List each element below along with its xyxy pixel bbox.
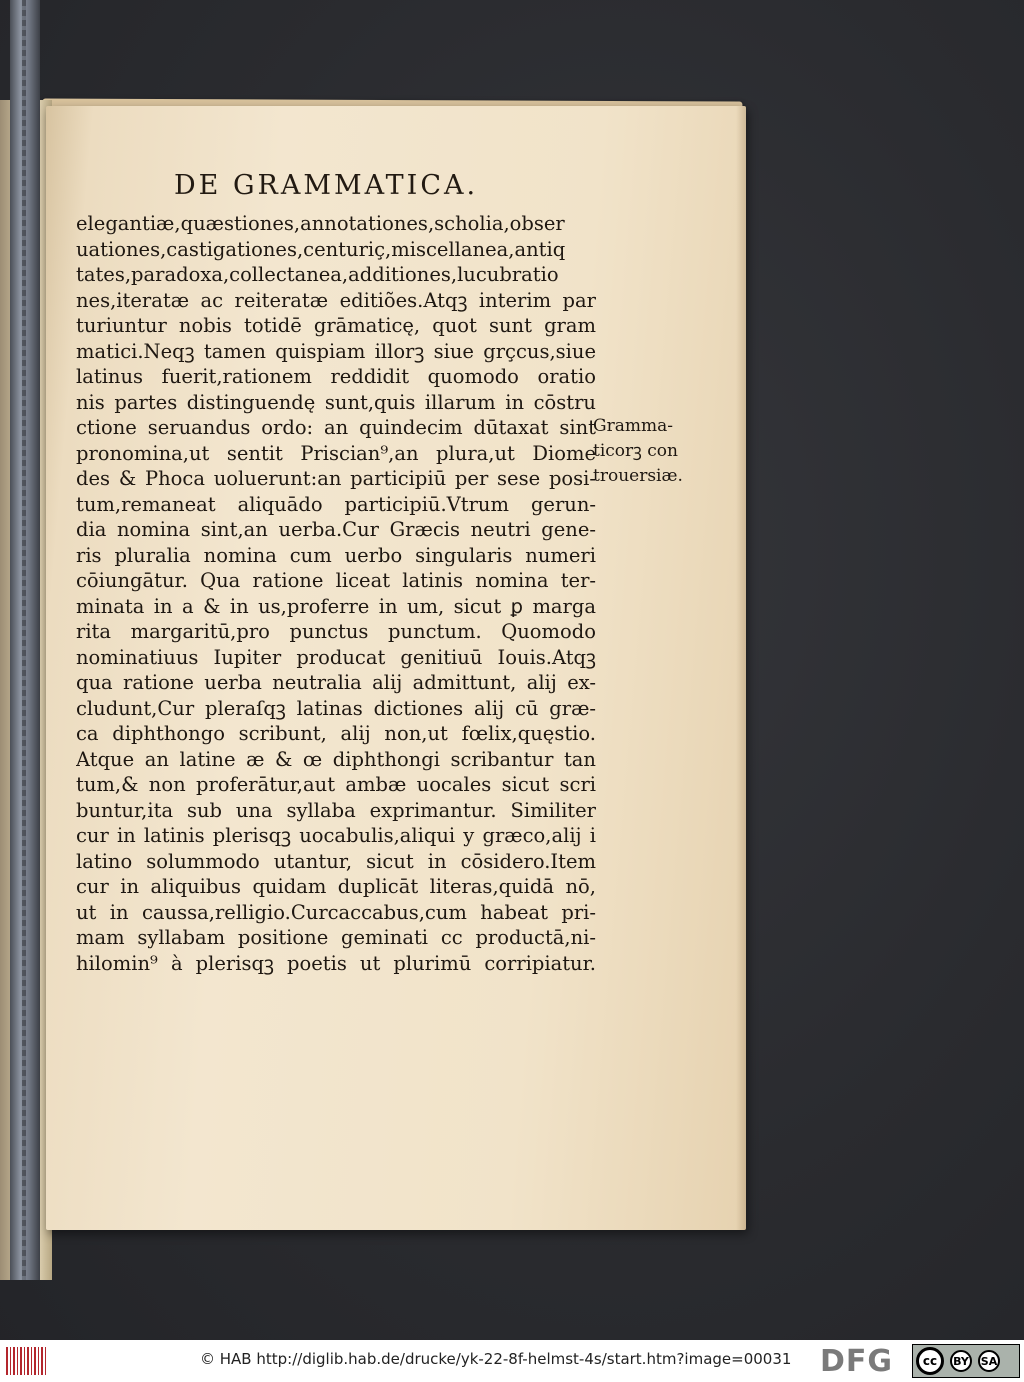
text-line: Atque an latine æ & œ diphthongi scribantur tan: [76, 747, 596, 771]
text-line: cur in aliquibus quidam duplicāt literas,quidā nō,: [76, 875, 596, 898]
text-line: tates,paradoxa,collectanea,additiones,lucubratio: [76, 263, 559, 286]
cc-license-badge[interactable]: [912, 1344, 1020, 1378]
text-line: elegantiæ,quæstiones,annotationes,scholia,obser: [76, 212, 565, 235]
text-line: minata in a & in us,proferre in um, sicut ꝑ marga: [76, 594, 596, 618]
book-spine-binding: [10, 0, 40, 1280]
copyright-link[interactable]: © HAB http://diglib.hab.de/drucke/yk-22-8f-helmst-4s/start.htm?image=00031: [200, 1350, 792, 1368]
text-line: tum,& non proferātur,aut ambæ uocales sicut scri: [76, 773, 596, 796]
running-head: DE GRAMMATICA.: [174, 170, 479, 201]
book-page: [46, 106, 746, 1230]
text-line: nis partes distinguendę sunt,quis illarum in cōstru: [76, 390, 596, 414]
text-line: ut in caussa,relligio.Curcaccabus,cum habeat pri-: [76, 900, 596, 924]
text-line: buntur,ita sub una syllaba exprimantur. Similiter: [76, 798, 596, 822]
text-line: turiuntur nobis totidē grāmaticę, quot sunt gram: [76, 314, 596, 337]
marginal-line: Gramma-: [593, 416, 673, 436]
text-line: mam syllabam positione geminati cc productā,ni-: [76, 926, 596, 949]
text-line: matici.Neqꝫ tamen quispiam illorꝫ siue grçcus,siue: [76, 339, 596, 363]
text-line: uationes,castigationes,centuriç,miscellanea,antiq: [76, 237, 566, 261]
body-text: [76, 211, 596, 976]
text-line: dia nomina sint,an uerba.Cur Græcis neutri gene-: [76, 518, 596, 541]
marginal-note: [593, 414, 683, 489]
library-barcode-icon: [6, 1347, 48, 1375]
footer-bar: [0, 1340, 1024, 1382]
text-line: hilomin⁹ à plerisqꝫ poetis ut plurimū corripiatur.: [76, 951, 596, 975]
text-line: cōiungātur. Qua ratione liceat latinis nomina ter-: [76, 569, 596, 592]
text-line: ris pluralia nomina cum uerbo singularis numeri: [76, 543, 596, 567]
text-line: rita margaritū,pro punctus punctum. Quomodo: [76, 620, 596, 643]
text-line: ca diphthongo scribunt, alij non,ut fœlix,quęstio.: [76, 722, 596, 745]
share-alike-icon: SA: [978, 1350, 1000, 1372]
text-line: nes,iteratæ ac reiteratæ editiões.Atqꝫ interim par: [76, 288, 596, 312]
marginal-line: ticorꝫ con: [593, 441, 678, 461]
text-line: nominatiuus Iupiter producat genitiuū Iouis.Atqꝫ: [76, 645, 596, 669]
marginal-line: trouersiæ.: [593, 466, 683, 486]
dfg-logo[interactable]: DFG: [820, 1344, 894, 1379]
cc-icon: cc: [916, 1347, 944, 1375]
text-line: ctione seruandus ordo: an quindecim dūtaxat sint: [76, 416, 596, 439]
text-line: des & Phoca uoluerunt:an participiū per sese posi-: [76, 467, 596, 490]
text-line: qua ratione uerba neutralia alij admittunt, alij ex-: [76, 671, 596, 694]
text-line: latino solummodo utantur, sicut in cōsidero.Item: [76, 849, 596, 873]
text-line: pronomina,ut sentit Priscian⁹,an plura,ut Diome: [76, 441, 596, 465]
text-line: latinus fuerit,rationem reddidit quomodo oratio: [76, 365, 596, 388]
text-line: cludunt,Cur pleraſqꝫ latinas dictiones alij cū græ-: [76, 696, 596, 720]
text-line: tum,remaneat aliquādo participiū.Vtrum gerun-: [76, 492, 596, 516]
attribution-icon: BY: [950, 1350, 972, 1372]
text-line: cur in latinis plerisqꝫ uocabulis,aliqui y græco,alij i: [76, 824, 596, 847]
